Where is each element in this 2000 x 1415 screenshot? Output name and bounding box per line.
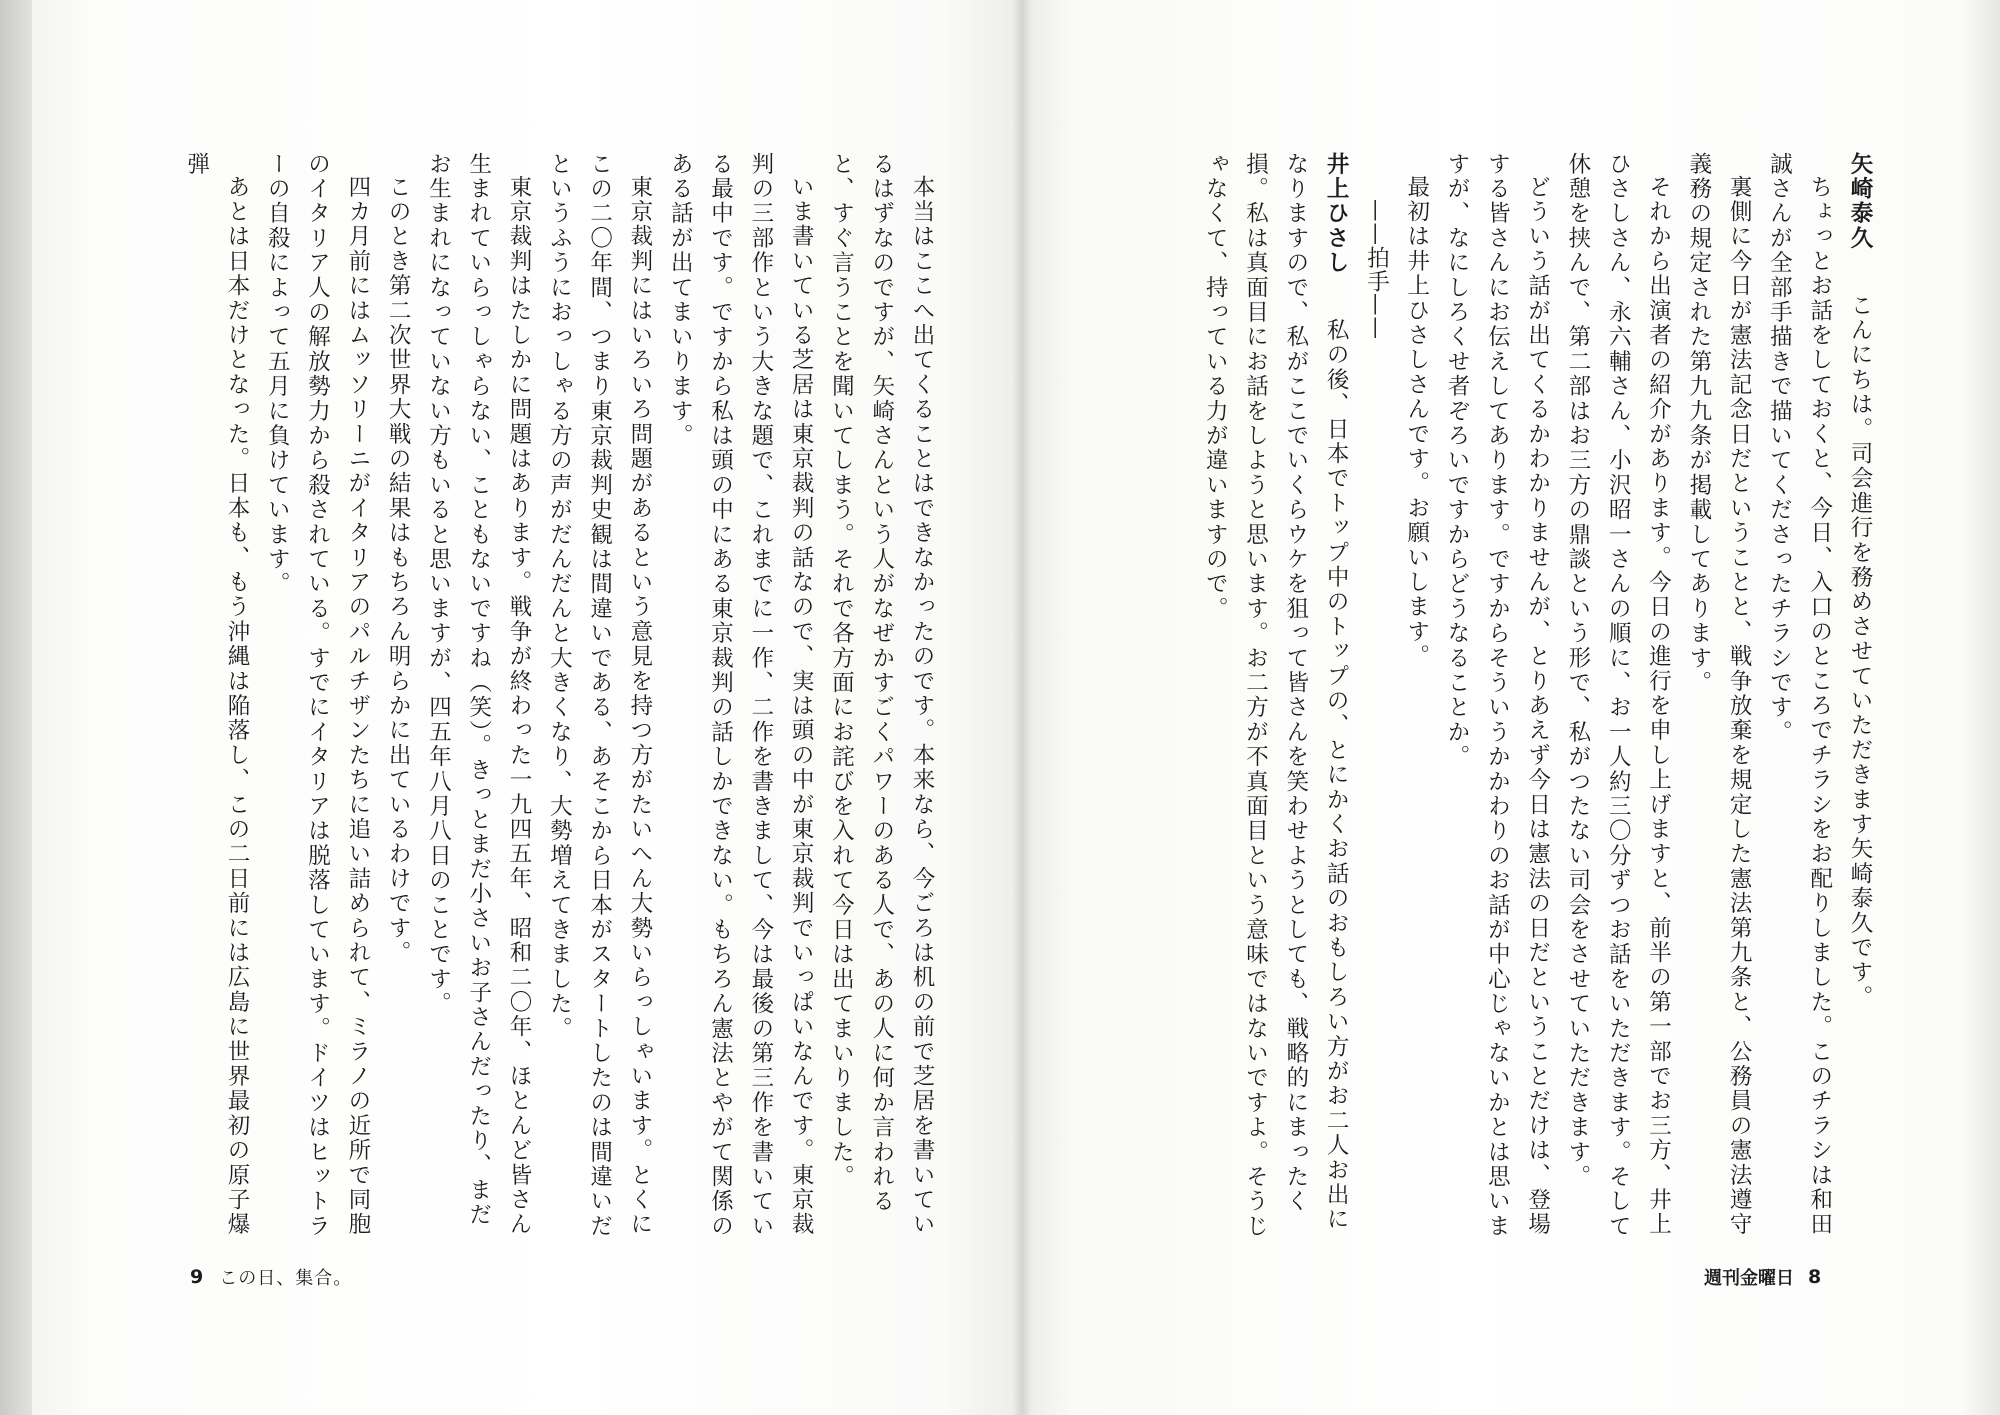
running-title: 週刊金曜日 xyxy=(1704,1268,1794,1289)
paragraph: あとは日本だけとなった。日本も、もう沖縄は陥落し、この二日前には広島に世界最初の原子爆弾 xyxy=(183,152,250,1237)
right-page-body xyxy=(1144,152,1880,1242)
paragraph: それから出演者の紹介があります。今日の進行を申し上げますと、前半の第一部でお三方、井上ひさしさん、永六輔さん、小沢昭一さんの順に、お一人約三〇分ずつお話をいただきます。そして休憩を挟んで、第二部はお三方の鼎談という形で、私がつたない司会をさせていただきます。 xyxy=(1564,152,1672,1239)
speaker-name: 井上ひさし xyxy=(1323,152,1350,276)
page-number: 8 xyxy=(1808,1266,1822,1288)
paragraph: どういう話が出てくるかわかりませんが、とりあえず今日は憲法の日だということだけは、登場する皆さんにお伝えしてあります。ですからそういうかかわりのお話が中心じゃないかとは思いますが、なにしろくせ者ぞろいですからどうなることか。 xyxy=(1444,152,1551,1239)
speaker-name: 矢崎泰久 xyxy=(1847,152,1873,251)
applause-note: ——拍手—— xyxy=(1363,199,1390,341)
running-title: この日、集合。 xyxy=(219,1268,353,1289)
paragraph: ちょっとお話をしておくと、今日、入口のところでチラシをお配りしました。このチラシは和田誠さんが全部手描きで描いてくださったチラシです。 xyxy=(1766,152,1833,1237)
page-number: 9 xyxy=(190,1266,204,1288)
speech-text: こんにちは。司会進行を務めさせていただきます矢崎泰久です。 xyxy=(1847,293,1873,1010)
paragraph: 最初は井上ひさしさんです。お願いします。 xyxy=(1403,174,1430,669)
paragraph: 四カ月前にはムッソリーニがイタリアのパルチザンたちに追い詰められて、ミラノの近所で同胞のイタリア人の解放勢力から殺されている。すでにイタリアは脱落しています。ドイツはヒットラーの自殺によって五月に負けています。 xyxy=(264,152,371,1239)
paragraph: いま書いている芝居は東京裁判の話なので、実は頭の中が東京裁判でいっぱいなんです。東京裁判の三部作という大きな題で、これまでに一作、二作を書きまして、今は最後の第三作を書いている最中です。ですから私は頭の中にある東京裁判の話しかできない。もちろん憲法とやがて関係のある話が出てまいります。 xyxy=(667,152,815,1239)
page-edge xyxy=(0,0,32,1415)
paragraph: 本当はここへ出てくることはできなかったのです。本来なら、今ごろは机の前で芝居を書いているはずなのですが、矢崎さんという人がなぜかすごくパワーのある人で、あの人に何か言われると、すぐ言うことを聞いてしまう。それで各方面にお詫びを入れて今日は出てまいりました。 xyxy=(828,152,935,1237)
left-page-body xyxy=(183,152,942,1242)
left-page-folio xyxy=(190,1263,352,1291)
paragraph: 東京裁判にはいろいろ問題があるという意見を持つ方がたいへん大勢いらっしゃいます。とくにこの二〇年間、つまり東京裁判史観は間違いである、あそこから日本がスタートしたのは間違いだというふうにおっしゃる方の声がだんだんと大きくなり、大勢増えてきました。 xyxy=(546,152,653,1239)
speaker-line xyxy=(1840,152,1880,1242)
paragraph: 裏側に今日が憲法記念日だということと、戦争放棄を規定した憲法第九条と、公務員の憲法遵守義務の規定された第九九条が掲載してあります。 xyxy=(1685,152,1753,1237)
speaker-line xyxy=(1195,152,1356,1242)
left-page xyxy=(32,0,1022,1415)
right-page-folio xyxy=(1704,1263,1821,1291)
paragraph: このとき第二次世界大戦の結果はもちろん明らかに出ているわけです。 xyxy=(385,174,412,965)
paragraph: 東京裁判はたしかに問題はあります。戦争が終わった一九四五年、昭和二〇年、ほとんど皆さん生まれていらっしゃらない、こともないですね（笑）。きっとまだ小さいお子さんだったり、まだお生まれになっていない方もいると思いますが、四五年八月八日のことです。 xyxy=(425,152,533,1237)
speech-text: 私の後、日本でトップ中のトップの、とにかくお話のおもしろい方がお二人お出になりますので、私がここでいくらウケを狙って皆さんを笑わせようとしても、戦略的にまったく損。私は真面目にお話をしようと思います。お二方が不真面目という意味ではないですよ。そうじゃなくて、持っている力が違いますので。 xyxy=(1202,152,1350,1239)
book-gutter xyxy=(1012,0,1032,1415)
right-page xyxy=(1022,0,2000,1415)
